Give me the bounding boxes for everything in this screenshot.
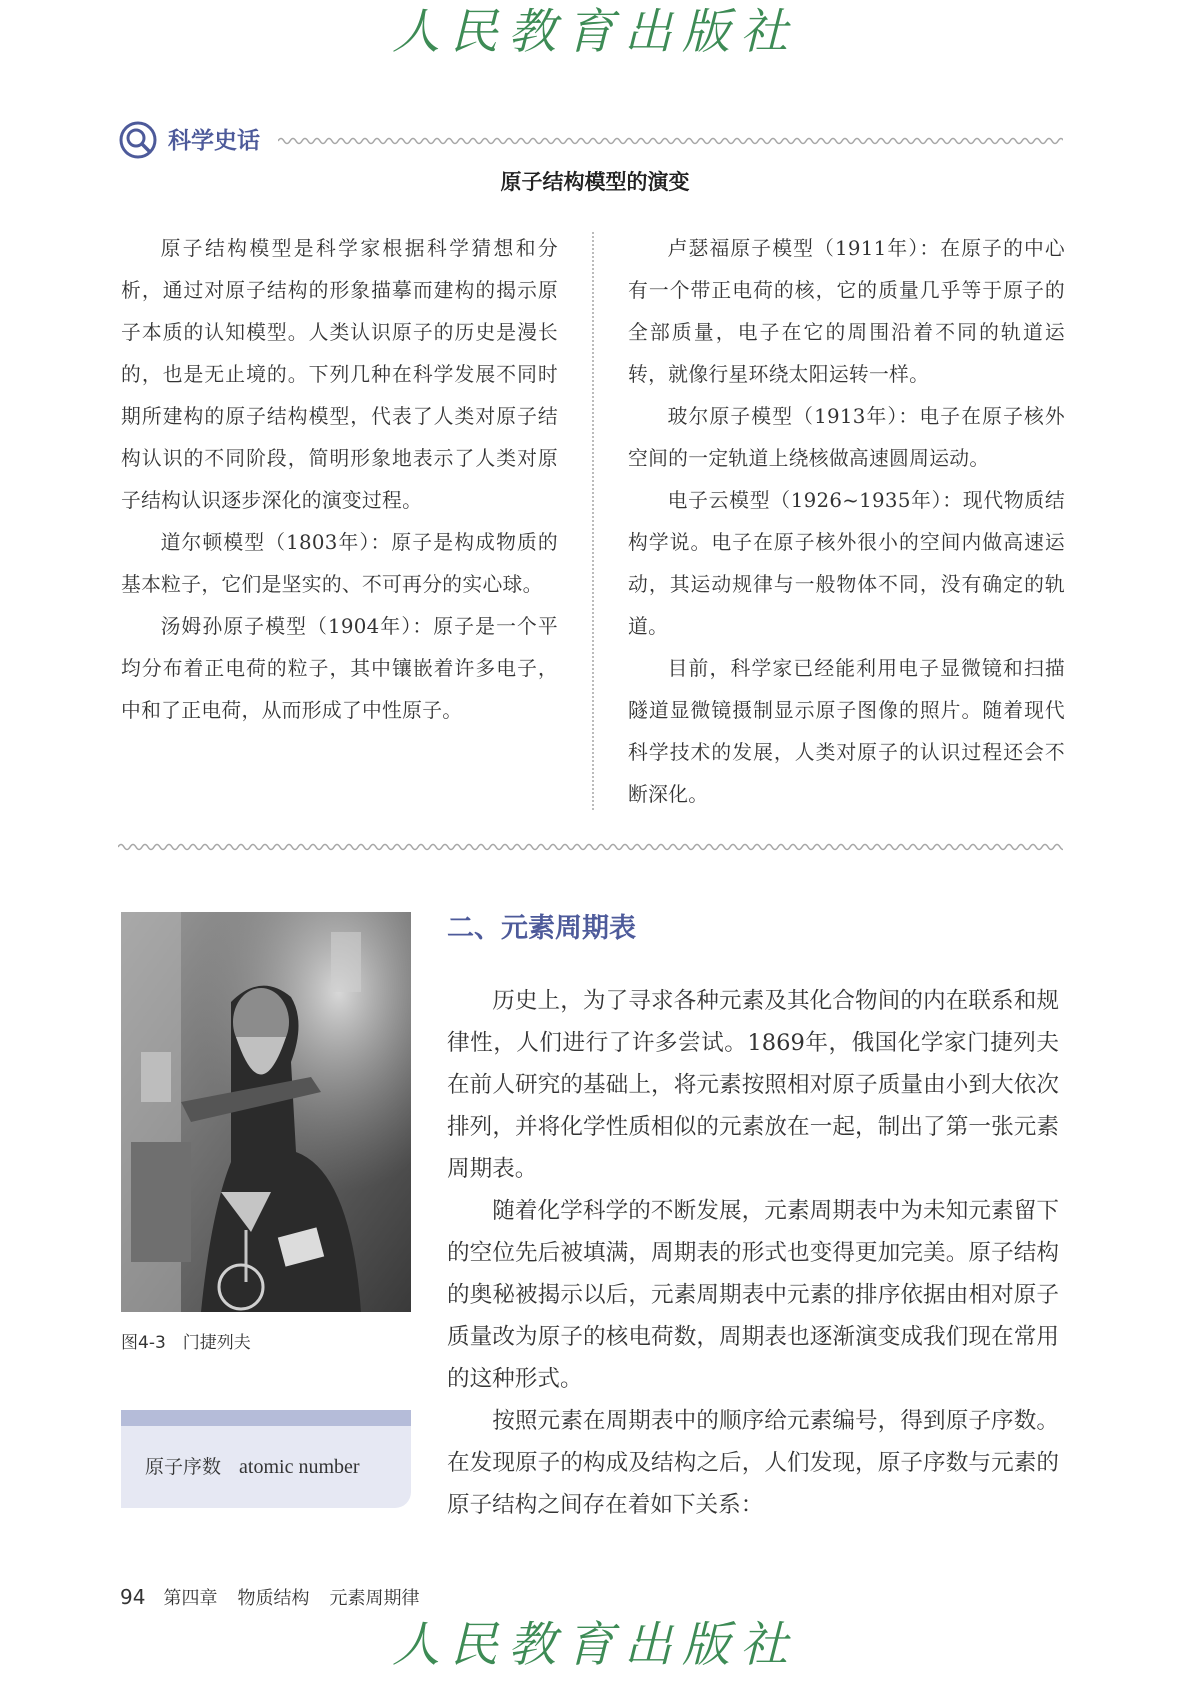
chapter-label: 第四章 xyxy=(163,1588,218,1609)
column-divider xyxy=(592,232,594,810)
feature-box-right-column xyxy=(628,228,1065,816)
paragraph: 玻尔原子模型（1913年）：电子在原子核外空间的一定轨道上绕核做高速圆周运动。 xyxy=(628,405,1065,470)
feature-box-header xyxy=(118,114,1063,166)
wavy-divider-bottom xyxy=(118,840,1063,854)
glossary-term-zh: 原子序数 xyxy=(145,1456,222,1478)
paragraph: 按照元素在周期表中的顺序给元素编号，得到原子序数。在发现原子的构成及结构之后，人们发现，原子序数与元素的原子结构之间存在着如下关系： xyxy=(447,1408,1059,1518)
figure-caption: 图4-3 门捷列夫 xyxy=(121,1333,251,1353)
feature-box-title: 原子结构模型的演变 xyxy=(500,170,690,194)
paragraph: 原子结构模型是科学家根据科学猜想和分析，通过对原子结构的形象描摹而建构的揭示原子本质的认知模型。人类认识原子的历史是漫长的，也是无止境的。下列几种在科学发展不同时期所建构的原子结构模型，代表了人类对原子结构认识的不同阶段，简明形象地表示了人类对原子结构认识逐步深化的演变过程。 xyxy=(121,237,558,512)
glossary-term xyxy=(145,1452,360,1479)
section-heading: 二、元素周期表 xyxy=(447,913,636,944)
chapter-title-part2: 元素周期律 xyxy=(329,1588,420,1609)
paragraph: 历史上，为了寻求各种元素及其化合物间的内在联系和规律性，人们进行了许多尝试。1869年，俄国化学家门捷列夫在前人研究的基础上，将元素按照相对原子质量由小到大依次排列，并将化学性质相似的元素放在一起，制出了第一张元素周期表。 xyxy=(447,988,1059,1182)
glossary-term-en: atomic number xyxy=(239,1456,360,1478)
feature-box-left-column xyxy=(121,228,558,732)
publisher-logo-bottom: 人民教育出版社 xyxy=(391,1617,798,1673)
chapter-title-part1: 物质结构 xyxy=(237,1588,310,1609)
paragraph: 道尔顿模型（1803年）：原子是构成物质的基本粒子，它们是坚实的、不可再分的实心球。 xyxy=(121,531,558,596)
paragraph: 卢瑟福原子模型（1911年）：在原子的中心有一个带正电荷的核，它的质量几乎等于原子的全部质量，电子在它的周围沿着不同的轨道运转，就像行星环绕太阳运转一样。 xyxy=(628,237,1065,386)
page-footer xyxy=(120,1584,419,1610)
paragraph: 汤姆孙原子模型（1904年）：原子是一个平均分布着正电荷的粒子，其中镶嵌着许多电子，中和了正电荷，从而形成了中性原子。 xyxy=(121,615,558,722)
paragraph: 电子云模型（1926~1935年）：现代物质结构学说。电子在原子核外很小的空间内做高速运动，其运动规律与一般物体不同，没有确定的轨道。 xyxy=(628,489,1065,638)
magnifier-icon xyxy=(118,120,158,160)
publisher-logo-top: 人民教育出版社 xyxy=(391,4,798,60)
mendeleev-photo xyxy=(121,912,411,1312)
feature-box-label: 科学史话 xyxy=(168,128,260,154)
section-body xyxy=(447,980,1059,1526)
wavy-divider-top xyxy=(278,134,1063,148)
paragraph: 随着化学科学的不断发展，元素周期表中为未知元素留下的空位先后被填满，周期表的形式也变得更加完美。原子结构的奥秘被揭示以后，元素周期表中元素的排序依据由相对原子质量改为原子的核电荷数，周期表也逐渐演变成我们现在常用的这种形式。 xyxy=(447,1198,1059,1392)
paragraph: 目前，科学家已经能利用电子显微镜和扫描隧道显微镜摄制显示原子图像的照片。随着现代科学技术的发展，人类对原子的认识过程还会不断深化。 xyxy=(628,657,1065,806)
page-number: 94 xyxy=(120,1585,146,1609)
glossary-box xyxy=(121,1410,411,1508)
